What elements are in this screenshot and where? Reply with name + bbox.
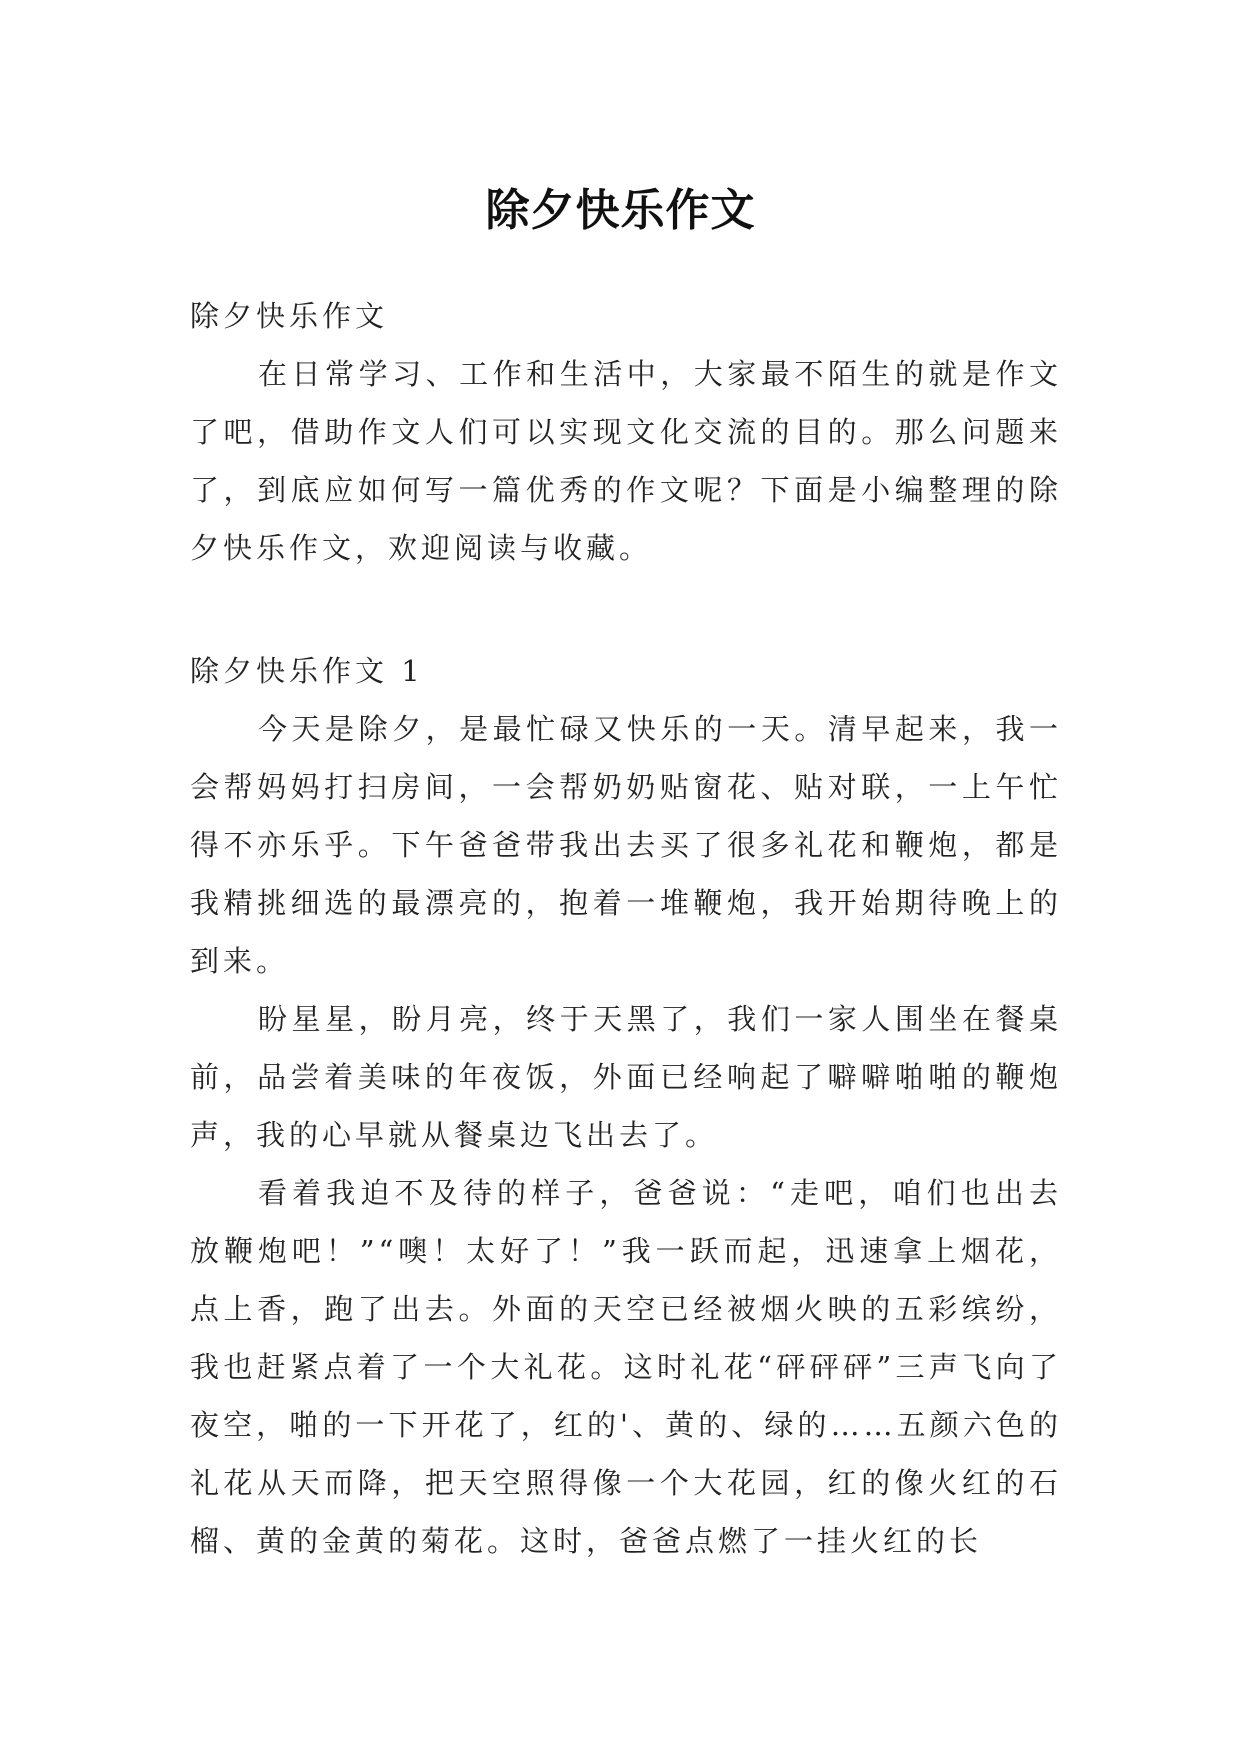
intro-heading: 除夕快乐作文 [190, 299, 389, 333]
essay-paragraph-3: 看着我迫不及待的样子，爸爸说：“走吧，咱们也出去放鞭炮吧！”“噢！太好了！”我一跃而起，迅速拿上烟花，点上香，跑了出去。外面的天空已经被烟火映的五彩缤纷，我也赶紧点着了一个大礼花。这时礼花“砰砰砰”三声飞向了夜空，啪的一下开花了，红的'、黄的、绿的……五颜六色的礼花从天而降，把天空照得像一个大花园，红的像火红的石榴、黄的金黄的菊花。这时，爸爸点燃了一挂火红的长 [190, 1176, 1062, 1558]
essay-section [190, 642, 1062, 1570]
document-title: 除夕快乐作文 [485, 185, 756, 237]
essay-heading: 除夕快乐作文 1 [190, 654, 424, 688]
essay-paragraph-1: 今天是除夕，是最忙碌又快乐的一天。清早起来，我一会帮妈妈打扫房间，一会帮奶奶贴窗花、贴对联，一上午忙得不亦乐乎。下午爸爸带我出去买了很多礼花和鞭炮，都是我精挑细选的最漂亮的，抱着一堆鞭炮，我开始期待晚上的到来。 [190, 712, 1062, 978]
intro-paragraph: 在日常学习、工作和生活中，大家最不陌生的就是作文了吧，借助作文人们可以实现文化交流的目的。那么问题来了，到底应如何写一篇优秀的作文呢？下面是小编整理的除夕快乐作文，欢迎阅读与收藏。 [190, 357, 1062, 565]
intro-section [190, 287, 1062, 577]
essay-paragraph-2: 盼星星，盼月亮，终于天黑了，我们一家人围坐在餐桌前，品尝着美味的年夜饭，外面已经响起了噼噼啪啪的鞭炮声，我的心早就从餐桌边飞出去了。 [190, 1002, 1062, 1152]
